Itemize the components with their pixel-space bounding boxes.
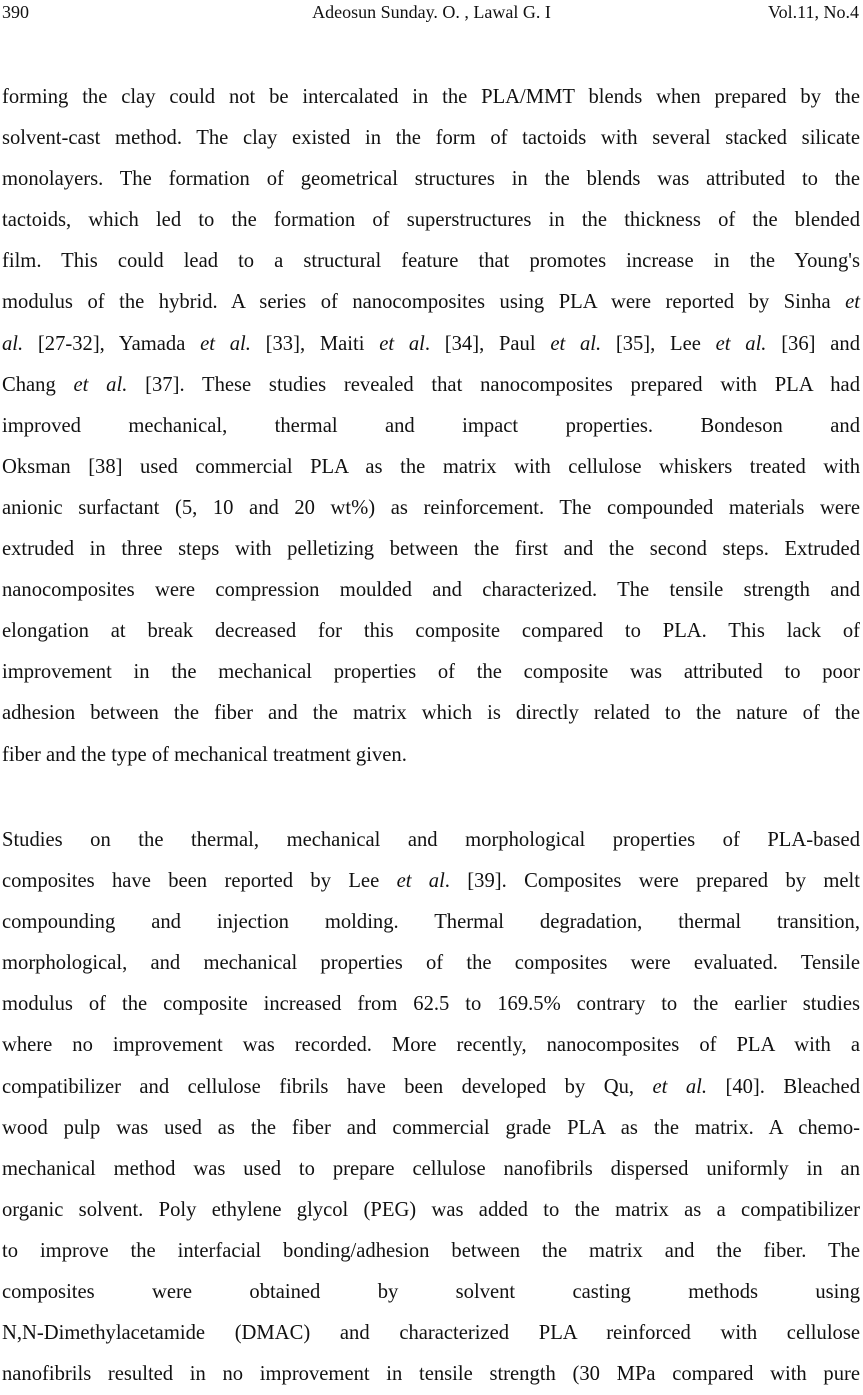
- text-run: nanocomposites were compression moulded and characterized. The tensile strength and: [2, 579, 860, 602]
- text-run: monolayers. The formation of geometrical structures in the blends was attributed to the: [2, 168, 860, 191]
- italic-text: al.: [2, 332, 24, 355]
- text-run: N,N-Dimethylacetamide (DMAC) and characterized PLA reinforced with cellulose: [2, 1322, 860, 1345]
- text-run: organic solvent. Poly ethylene glycol (PEG) was added to the matrix as a compatibilizer: [2, 1198, 860, 1221]
- text-run: [37]. These studies revealed that nanocomposites prepared with PLA had: [127, 373, 860, 396]
- text-run: nanofibrils resulted in no improvement in tensile strength (30 MPa compared with pure: [2, 1363, 860, 1386]
- text-run: mechanical method was used to prepare cellulose nanofibrils dispersed uniformly in an: [2, 1157, 860, 1180]
- text-run: adhesion between the fiber and the matrix which is directly related to the nature of the: [2, 702, 860, 725]
- text-run: extruded in three steps with pelletizing between the first and the second steps. Extruded: [2, 538, 860, 561]
- text-run: improvement in the mechanical properties of the composite was attributed to poor: [2, 661, 860, 684]
- text-run: . [39]. Composites were prepared by melt: [444, 870, 860, 893]
- italic-text: et al.: [200, 332, 251, 355]
- text-run: fiber and the type of mechanical treatment given.: [2, 743, 407, 766]
- text-line: [2, 1067, 860, 1108]
- text-line: [2, 943, 860, 984]
- text-line: [2, 529, 860, 570]
- text-line: [2, 406, 860, 447]
- text-run: compatibilizer and cellulose fibrils have been developed by Qu,: [2, 1075, 653, 1098]
- running-authors: Adeosun Sunday. O. , Lawal G. I: [312, 2, 551, 22]
- text-line: [2, 118, 860, 159]
- text-run: elongation at break decreased for this composite compared to PLA. This lack of: [2, 620, 860, 643]
- text-run: improved mechanical, thermal and impact properties. Bondeson and: [2, 414, 860, 437]
- text-line: [2, 820, 860, 861]
- text-line: [2, 200, 860, 241]
- text-run: to improve the interfacial bonding/adhesion between the matrix and the fiber. The: [2, 1239, 860, 1262]
- text-run: tactoids, which led to the formation of superstructures in the thickness of the blended: [2, 209, 860, 232]
- text-run: forming the clay could not be intercalated in the PLA/MMT blends when prepared by the: [2, 86, 860, 108]
- text-line: [2, 1272, 860, 1313]
- text-line: [2, 902, 860, 943]
- text-line: [2, 1354, 860, 1395]
- text-run: wood pulp was used as the fiber and commercial grade PLA as the matrix. A chemo-: [2, 1116, 860, 1139]
- text-line: [2, 365, 860, 406]
- text-run: [27-32], Yamada: [23, 332, 201, 355]
- text-line: [2, 1108, 860, 1149]
- italic-text: et al.: [73, 373, 128, 396]
- text-run: Chang: [2, 373, 74, 396]
- text-run: composites have been reported by Lee: [2, 870, 397, 893]
- text-run: anionic surfactant (5, 10 and 20 wt%) as reinforcement. The compounded materials were: [2, 496, 860, 519]
- text-run: morphological, and mechanical properties of the composites were evaluated. Tensile: [2, 952, 860, 975]
- text-run: modulus of the composite increased from 62.5 to 169.5% contrary to the earlier studies: [2, 993, 860, 1016]
- italic-text: et al.: [550, 332, 602, 355]
- text-line: [2, 1231, 860, 1272]
- text-run: modulus of the hybrid. A series of nanocomposites using PLA were reported by Sinha: [2, 291, 846, 314]
- text-run: [36] and: [766, 332, 860, 355]
- text-run: [33], Maiti: [250, 332, 380, 355]
- text-run: . [34], Paul: [424, 332, 551, 355]
- text-line: [2, 447, 860, 488]
- body-paragraph-2: [2, 820, 860, 1395]
- text-line: [2, 488, 860, 529]
- text-run: Studies on the thermal, mechanical and morphological properties of PLA-based: [2, 829, 860, 851]
- text-line: [2, 1313, 860, 1354]
- text-run: solvent-cast method. The clay existed in the form of tactoids with several stacked silicate: [2, 127, 860, 150]
- text-line: [2, 1025, 860, 1066]
- text-run: [35], Lee: [601, 332, 716, 355]
- text-line: [2, 282, 860, 323]
- italic-text: et al: [379, 332, 425, 355]
- italic-text: et al.: [715, 332, 767, 355]
- text-line: [2, 984, 860, 1025]
- text-run: Oksman [38] used commercial PLA as the matrix with cellulose whiskers treated with: [2, 455, 860, 478]
- text-line: [2, 611, 860, 652]
- text-line: [2, 693, 860, 734]
- text-line: [2, 652, 860, 693]
- italic-text: et: [845, 291, 860, 314]
- text-line: [2, 77, 860, 118]
- text-run: compounding and injection molding. Thermal degradation, thermal transition,: [2, 911, 860, 934]
- body-paragraph-1: [2, 77, 860, 776]
- text-run: where no improvement was recorded. More recently, nanocomposites of PLA with a: [2, 1034, 860, 1057]
- text-line: [2, 570, 860, 611]
- journal-volume: Vol.11, No.4: [767, 2, 859, 22]
- page-header: [0, 0, 863, 26]
- text-run: [40]. Bleached: [707, 1075, 860, 1098]
- text-line: [2, 1149, 860, 1190]
- text-line: [2, 735, 860, 776]
- text-run: composites were obtained by solvent casting methods using: [2, 1281, 860, 1304]
- text-run: film. This could lead to a structural feature that promotes increase in the Young's: [2, 250, 860, 273]
- text-line: [2, 1190, 860, 1231]
- page-number: 390: [2, 2, 29, 22]
- italic-text: et al: [396, 870, 445, 893]
- text-line: [2, 159, 860, 200]
- italic-text: et al.: [652, 1075, 707, 1098]
- text-line: [2, 324, 860, 365]
- text-line: [2, 861, 860, 902]
- text-line: [2, 241, 860, 282]
